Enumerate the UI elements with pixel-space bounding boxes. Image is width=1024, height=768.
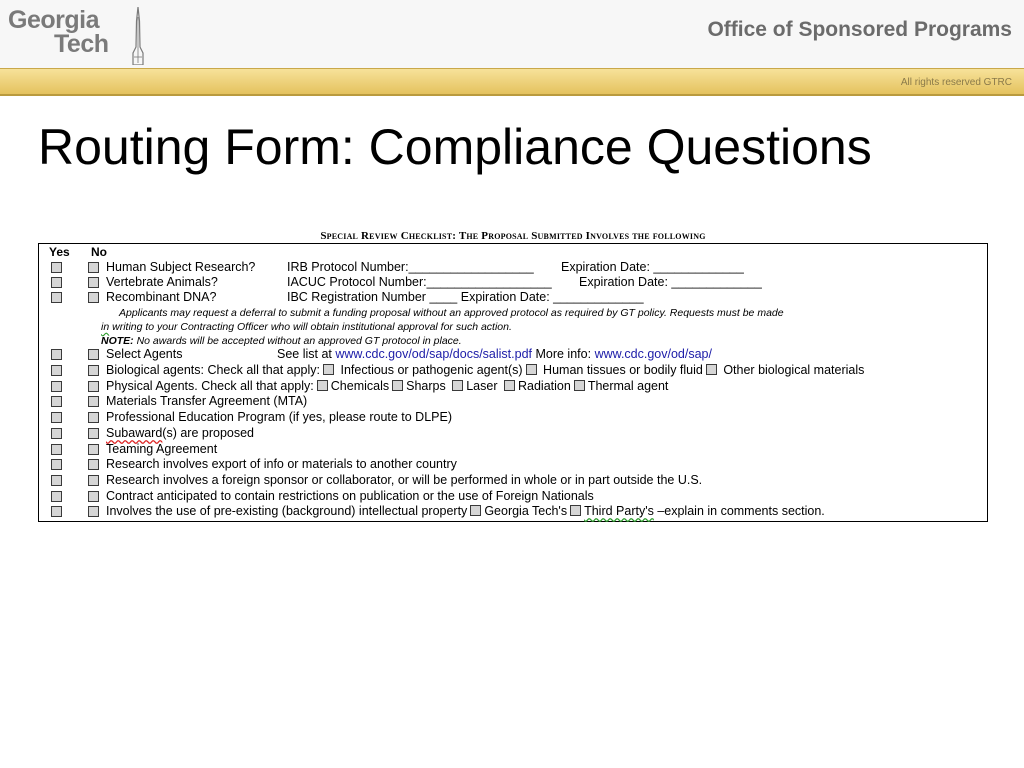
checkbox-other-biological[interactable] <box>706 364 717 375</box>
iacuc-expiration-label: Expiration Date: <box>579 275 668 289</box>
biological-agents-label: Biological agents: Check all that apply: <box>106 363 321 377</box>
checkbox-georgia-tech-ip[interactable] <box>470 505 481 516</box>
yes-checkbox-biological-agents[interactable] <box>51 365 62 376</box>
contract-restrictions-label: Contract anticipated to contain restrictions on publication or the use of Foreign Nationals <box>106 489 594 503</box>
select-agents-label: Select Agents <box>106 347 183 361</box>
infectious-agents-label: Infectious or pathogenic agent(s) <box>340 363 523 377</box>
checkbox-chemicals[interactable] <box>317 380 328 391</box>
yes-checkbox-export[interactable] <box>51 459 62 470</box>
checkbox-infectious-agents[interactable] <box>323 364 334 375</box>
deferral-note-line1: Applicants may request a deferral to submit a funding proposal without an approved protocol as required by GT policy. Requests must be made <box>119 307 784 319</box>
checkbox-laser[interactable] <box>452 380 463 391</box>
yes-checkbox-intellectual-property[interactable] <box>51 506 62 517</box>
iacuc-expiration-field[interactable] <box>579 275 762 290</box>
intellectual-property-row <box>106 504 825 519</box>
logo-text-line1: Georgia <box>8 6 99 34</box>
yes-checkbox-physical-agents[interactable] <box>51 381 62 392</box>
checklist-title: Special Review Checklist: The Proposal Submitted Involves the following <box>320 230 706 242</box>
gold-banner <box>0 68 1024 96</box>
no-checkbox-teaming[interactable] <box>88 444 99 455</box>
sharps-label: Sharps <box>406 379 446 393</box>
tech-tower-icon <box>128 7 148 65</box>
other-biological-label: Other biological materials <box>723 363 865 377</box>
laser-label: Laser <box>466 379 498 393</box>
protocol-note-text: No awards will be accepted without an approved GT protocol in place. <box>136 335 462 347</box>
checkbox-radiation[interactable] <box>504 380 515 391</box>
no-checkbox-physical-agents[interactable] <box>88 381 99 392</box>
irb-expiration-field[interactable] <box>561 260 744 275</box>
iacuc-blank: __________________ <box>426 275 552 289</box>
subaward-word: Subaward <box>106 426 163 440</box>
subaward-label <box>106 426 254 441</box>
no-checkbox-select-agents[interactable] <box>88 349 99 360</box>
header-bar <box>0 0 1024 68</box>
irb-expiration-label: Expiration Date: <box>561 260 650 274</box>
human-subject-label: Human Subject Research? <box>106 260 256 274</box>
iacuc-label: IACUC Protocol Number: <box>287 275 427 289</box>
iacuc-expiration-blank: _____________ <box>671 275 762 289</box>
ibc-blank: ____ <box>429 290 458 304</box>
yes-checkbox-select-agents[interactable] <box>51 349 62 360</box>
protocol-note <box>101 334 462 348</box>
no-checkbox-foreign-sponsor[interactable] <box>88 475 99 486</box>
salist-link[interactable]: www.cdc.gov/od/sap/docs/salist.pdf <box>335 347 532 361</box>
ibc-expiration-label: Expiration Date: <box>460 290 550 304</box>
ip-explain-text: –explain in comments section. <box>657 504 825 518</box>
intellectual-property-label: Involves the use of pre-existing (background) intellectual property <box>106 504 468 518</box>
yes-checkbox-human-subject[interactable] <box>51 262 62 273</box>
office-name: Office of Sponsored Programs <box>707 18 1012 41</box>
no-column-header: No <box>91 245 107 259</box>
deferral-note-in: in <box>101 321 110 333</box>
yes-checkbox-foreign-sponsor[interactable] <box>51 475 62 486</box>
georgia-tech-logo <box>8 7 158 65</box>
ibc-registration-field[interactable] <box>287 290 644 305</box>
no-checkbox-biological-agents[interactable] <box>88 365 99 376</box>
georgia-tech-ip-label: Georgia Tech's <box>484 504 568 518</box>
no-checkbox-professional-education[interactable] <box>88 412 99 423</box>
no-checkbox-mta[interactable] <box>88 396 99 407</box>
subaward-rest: (s) are proposed <box>162 426 255 440</box>
yes-column-header: Yes <box>49 245 70 259</box>
no-checkbox-human-subject[interactable] <box>88 262 99 273</box>
physical-agents-row <box>106 379 668 394</box>
checkbox-human-tissues[interactable] <box>526 364 537 375</box>
biological-agents-row <box>106 363 864 378</box>
select-agents-info <box>277 347 712 362</box>
iacuc-protocol-field[interactable] <box>287 275 552 290</box>
thermal-agent-label: Thermal agent <box>587 379 669 393</box>
ibc-label: IBC Registration Number <box>287 290 426 304</box>
cdc-sap-link[interactable]: www.cdc.gov/od/sap/ <box>594 347 712 361</box>
checkbox-thermal[interactable] <box>574 380 585 391</box>
recombinant-dna-label: Recombinant DNA? <box>106 290 217 304</box>
see-list-text: See list at <box>277 347 332 361</box>
human-tissues-label: Human tissues or bodily fluid <box>543 363 703 377</box>
logo-text-line2: Tech <box>54 30 109 58</box>
irb-protocol-field[interactable] <box>287 260 534 275</box>
checkbox-third-party-ip[interactable] <box>570 505 581 516</box>
irb-expiration-blank: _____________ <box>653 260 744 274</box>
no-checkbox-intellectual-property[interactable] <box>88 506 99 517</box>
foreign-sponsor-label: Research involves a foreign sponsor or collaborator, or will be performed in whole or in part outside the U.S. <box>106 473 703 487</box>
irb-label: IRB Protocol Number: <box>287 260 409 274</box>
yes-checkbox-teaming[interactable] <box>51 444 62 455</box>
no-checkbox-recombinant-dna[interactable] <box>88 292 99 303</box>
yes-checkbox-subaward[interactable] <box>51 428 62 439</box>
no-checkbox-vertebrate[interactable] <box>88 277 99 288</box>
checklist-table <box>38 243 988 522</box>
deferral-note-line2 <box>101 320 512 334</box>
professional-education-label: Professional Education Program (if yes, please route to DLPE) <box>106 410 453 424</box>
vertebrate-label: Vertebrate Animals? <box>106 275 218 289</box>
no-checkbox-contract-restrictions[interactable] <box>88 491 99 502</box>
no-checkbox-subaward[interactable] <box>88 428 99 439</box>
deferral-note-line2-text: writing to your Contracting Officer who will obtain institutional approval for such action. <box>112 321 512 333</box>
yes-checkbox-contract-restrictions[interactable] <box>51 491 62 502</box>
yes-checkbox-professional-education[interactable] <box>51 412 62 423</box>
third-party-ip-label: Third Party's <box>584 504 654 518</box>
physical-agents-label: Physical Agents. Check all that apply: <box>106 379 314 393</box>
ibc-expiration-blank: _____________ <box>553 290 644 304</box>
yes-checkbox-vertebrate[interactable] <box>51 277 62 288</box>
irb-blank: __________________ <box>408 260 534 274</box>
checkbox-sharps[interactable] <box>392 380 403 391</box>
rights-text: All rights reserved GTRC <box>900 77 1012 88</box>
export-label: Research involves export of info or materials to another country <box>106 457 457 471</box>
yes-checkbox-mta[interactable] <box>51 396 62 407</box>
protocol-note-bold: NOTE: <box>101 335 134 347</box>
more-info-text: More info: <box>535 347 592 361</box>
page-title: Routing Form: Compliance Questions <box>38 119 872 175</box>
mta-label: Materials Transfer Agreement (MTA) <box>106 394 308 408</box>
teaming-agreement-label: Teaming Agreement <box>106 442 218 456</box>
yes-checkbox-recombinant-dna[interactable] <box>51 292 62 303</box>
chemicals-label: Chemicals <box>330 379 390 393</box>
radiation-label: Radiation <box>517 379 571 393</box>
no-checkbox-export[interactable] <box>88 459 99 470</box>
